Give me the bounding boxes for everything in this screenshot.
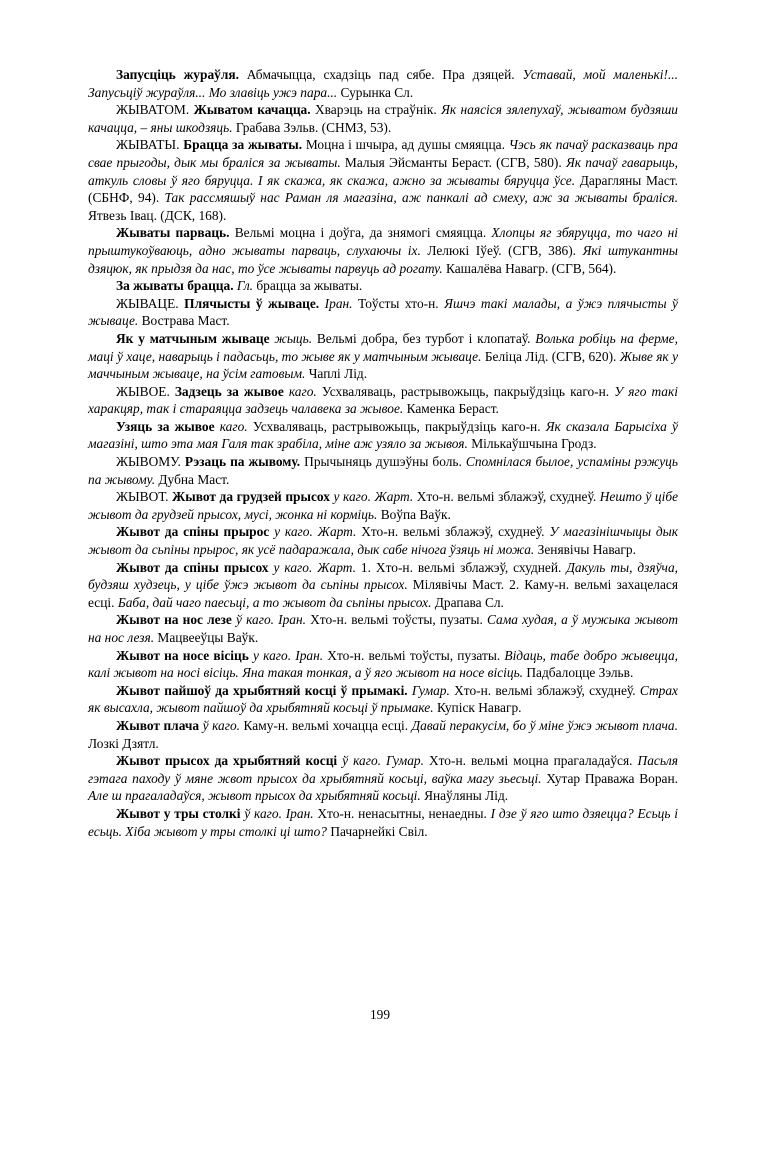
entry-headword: За жываты брацца. <box>116 278 234 294</box>
entry-example: у каго. Жарт. <box>268 559 356 575</box>
entry-example: ў каго. Іран. <box>240 805 314 821</box>
entry-definition: Каму-н. вельмі хочацца есці. <box>240 717 412 733</box>
entry-definition: Хто-н. ненасытны, ненаедны. <box>313 805 491 821</box>
entry-definition: Усхваляваць, растрывожыць, пакрыўдзіць каго-н. <box>247 418 546 434</box>
entry-example: У магазінішчыцы дык жывот да сьпіны прырос, як усё падаражала, дык сабе нічога ўзяць ні можа. <box>88 524 679 558</box>
dictionary-entry <box>88 101 678 136</box>
entry-definition: Моцна і шчыра, ад душы смяяцца. <box>302 137 509 153</box>
entry-definition: ЖЫВАТОМ. <box>116 102 194 118</box>
entry-definition: Дубна Маст. <box>155 471 230 487</box>
entry-definition: Каменка Бераст. <box>403 401 499 417</box>
entry-definition: Вельмі моцна і доўга, да знямогі смяяцца. <box>229 225 492 241</box>
entry-example: Яшчэ такі малады, а ўжэ плячысты ў жываце. <box>88 295 678 329</box>
dictionary-entry <box>88 752 678 805</box>
entry-definition: 1. Хто-н. вельмі зблажэў, схудней. <box>355 559 567 575</box>
entry-definition: Усхваляваць, растрывожыць, пакрыўдзіць каго-н. <box>316 383 615 399</box>
entry-definition: Хутар Праважа Воран. <box>541 770 678 786</box>
dictionary-entry <box>88 66 678 101</box>
entry-headword: Плячысты ў жываце. <box>184 295 320 311</box>
entry-definition: Зенявічы Навагр. <box>534 542 636 558</box>
entry-headword: Брацца за жываты. <box>183 137 303 153</box>
entry-example: жыць. <box>269 330 313 346</box>
entry-example: Чэсь як пачаў расказваць пра свае прыгоды, дык мы браліся за жываты. <box>88 137 678 170</box>
entry-definition: Янаўляны Лід. <box>420 788 509 804</box>
entry-definition: Грабава Зэльв. (СНМЗ, 53). <box>232 119 392 135</box>
dictionary-entry <box>88 453 678 488</box>
entry-definition: Дарагляны Маст. (СБНФ, 94). <box>88 172 679 206</box>
entry-definition: Пачарнейкі Свіл. <box>327 823 428 839</box>
entry-definition: Мацвееўцы Ваўк. <box>154 630 259 645</box>
dictionary-entry <box>88 805 678 840</box>
entry-headword: Жываты парваць. <box>116 225 230 241</box>
entry-example: ў каго. Іран. <box>231 612 306 628</box>
entry-example: Баба, дай чаго паесьці, а то жывот да сьпіны прысох. <box>117 594 432 610</box>
entry-definition: Вельмі добра, без турбот і клопатаў. <box>312 330 536 346</box>
entry-example: Як наясіся зялепухаў, жыватом будзяши качацца, – яны шкодзяць. <box>88 102 679 135</box>
entry-example: Гл. <box>233 278 254 294</box>
dictionary-entry <box>88 488 678 523</box>
entry-example: У яго такі харакцяр, так і стараяцца задзець чалавека за жывое. <box>88 383 678 417</box>
entry-example: ў каго. <box>199 717 241 733</box>
entry-example: Сама худая, а ў мужыка жывот на нос лезя. <box>88 612 678 645</box>
entry-example: Нешто ў цібе жывот да грудзей прысох, мусі, жонка ні корміць. <box>88 489 679 522</box>
entry-example: каго. <box>214 418 248 434</box>
entry-definition: Хто-н. вельмі тоўсты, пузаты. <box>305 612 487 628</box>
entry-definition: Падбалоцце Зэльв. <box>523 665 634 681</box>
entry-example: Але ш прагаладаўся, жывот прысох да хрыбятняй косьці. <box>88 788 421 804</box>
entry-definition: Сурынка Сл. <box>337 84 414 100</box>
entry-example: Дакуль ты, дзяўча, будзяш худзець, у цібе ўжэ жывот да сьпіны прысох. <box>88 559 678 593</box>
entry-headword: Узяць за жывое <box>116 418 215 434</box>
entry-headword: Жывот да грудзей прысох <box>172 489 330 505</box>
dictionary-entry <box>88 682 678 717</box>
page-number: 199 <box>369 1007 391 1022</box>
entry-definition: ЖЫВОЕ. <box>116 383 175 399</box>
entry-definition: брацца за жываты. <box>253 278 363 294</box>
entry-headword: Жывот на носе вісіць <box>116 647 249 663</box>
entry-definition: Воўпа Ваўк. <box>377 506 451 522</box>
entry-definition: Хварэць на страўнік. <box>310 102 442 118</box>
entry-headword: Жывот плача <box>116 717 200 733</box>
entry-headword: Запусціць жураўля. <box>116 67 239 82</box>
dictionary-entry <box>88 330 678 383</box>
entry-example: у каго. Іран. <box>248 647 324 663</box>
entry-definition: ЖЫВОТ. <box>116 489 173 505</box>
entry-example: у каго. Жарт. <box>329 489 414 505</box>
entry-definition: Абмачыцца, схадзіць пад сябе. Пра дзяцей. <box>238 67 523 82</box>
entry-definition: Хто-н. вельмі моцна прагаладаўся. <box>423 753 638 769</box>
entry-headword: Жыватом качацца. <box>193 102 311 118</box>
entry-definition: Лелюкі Іўеў. (СГВ, 386). <box>420 242 583 258</box>
entry-definition: Хто-н. вельмі зблажэў, схуднеў. <box>413 489 600 505</box>
entry-example: Іран. <box>319 295 353 311</box>
entry-definition: Хто-н. вельмі зблажэў, схуднеў. <box>449 682 640 698</box>
entry-headword: Жывот да спіны прырос <box>116 524 270 540</box>
entry-example: каго. <box>283 383 317 399</box>
entry-definition: Ятвезь Івац. (ДСК, 168). <box>88 207 227 223</box>
dictionary-entry <box>88 295 678 330</box>
entry-definition: Прычыняць душэўны боль. <box>300 454 466 470</box>
entry-example: Відаць, табе добро жывецца, калі жывот на носі вісіць. Яна такая тонкая, а ў яго жывот на носе вісіць. <box>88 647 678 681</box>
entry-headword: Жывот пайшоў да хрыбятняй косці ў прымакі. <box>116 682 408 698</box>
entry-example: Давай перакусім, бо ў міне ўжэ жывот плача. <box>411 717 678 733</box>
entry-example: Страх як высахла, жывот пайшоў да хрыбятняй косьці ў прымаке. <box>88 682 678 716</box>
entry-definition: ЖЫВАЦЕ. <box>116 295 185 311</box>
entry-headword: Як у матчыным жываце <box>116 330 270 346</box>
entry-definition: Хто-н. вельмі зблажэў, схуднеў. <box>356 524 550 540</box>
entry-definition: Вострава Маст. <box>138 313 230 329</box>
dictionary-entry <box>88 611 678 646</box>
entry-definition: Мілявічы Маст. 2. Каму-н. вельмі захацелася есці. <box>88 577 678 610</box>
dictionary-entry <box>88 418 678 453</box>
entry-example: Уставай, мой маленькі!... Запусьціў жураўля... Мо злавіць ужэ пара... <box>88 67 678 100</box>
entry-headword: Задзець за жывое <box>174 383 284 399</box>
entry-definition: Малыя Эйсманты Бераст. (СГВ, 580). <box>340 154 566 170</box>
entry-example: Хлопцы яг збяруцца, то чаго ні прыштукоўваюць, адно жываты парваць, слухаючы іх. <box>88 225 678 258</box>
entry-headword: Рэзаць па жывому. <box>184 454 301 470</box>
dictionary-entry <box>88 277 678 295</box>
entry-example: Волька робіць на ферме, маці ў хаце, наварыць і падасьць, то жыве як у матчыным жываце. <box>88 330 678 364</box>
entry-definition: Чаплі Лід. <box>305 366 368 382</box>
entry-example: Жыве як у маччыным жываце, на ўсім гатовым. <box>88 348 679 382</box>
entry-example: ў каго. Гумар. <box>337 753 424 769</box>
dictionary-entry <box>88 383 678 418</box>
entry-definition: Лозкі Дзятл. <box>88 735 159 751</box>
entry-example: Гумар. <box>407 682 450 698</box>
entry-headword: Жывот у тры столкі <box>116 805 241 821</box>
entry-definition: Беліца Лід. (СГВ, 620). <box>481 348 620 364</box>
entry-example: І дзе ў яго што дзяецца? Есьць і есьць. Хіба жывот у тры столкі ці што? <box>88 805 678 839</box>
dictionary-entries-list <box>88 66 678 840</box>
entry-definition: ЖЫВАТЫ. <box>116 137 184 153</box>
entry-example: Як сказала Барысіха ў магазіні, што эта мая Галя так зрабіла, міне аж узяло за жывоя. <box>88 418 678 452</box>
dictionary-entry <box>88 136 678 224</box>
entry-example: Пасьля гэтага паходу ў мяне жвот прысох да хрыбятняй косьці, ваўка магу зьесьці. <box>88 753 678 786</box>
entry-definition: Драпава Сл. <box>431 594 504 610</box>
entry-headword: Жывот прысох да хрыбятняй косці <box>116 753 338 769</box>
dictionary-entry <box>88 523 678 558</box>
dictionary-entry <box>88 717 678 752</box>
dictionary-entry <box>88 647 678 682</box>
entry-definition: Кашалёва Навагр. (СГВ, 564). <box>442 260 617 276</box>
entry-example: Так рассмяшыў нас Раман ля магазіна, аж панкалі ад смеху, аж за жываты браліся. <box>164 190 678 206</box>
dictionary-entry <box>88 559 678 612</box>
entry-example: у каго. Жарт. <box>269 524 357 540</box>
entry-headword: Жывот на нос лезе <box>116 612 232 628</box>
entry-example: Як пачаў гаварыць, аткуль словы ў яго бяруцца. І як скажа, як скажа, ажно за жываты бяруцца ўсе. <box>88 154 678 188</box>
entry-example: Спомнілася былое, успаміны рэжуць па жывому. <box>88 454 678 487</box>
entry-definition: Купіск Навагр. <box>433 700 522 716</box>
dictionary-entry <box>88 224 678 277</box>
entry-example: Які штукантны дзяцюк, як прыдзя да нас, то ўсе жываты парвуць ад рогату. <box>88 242 679 276</box>
entry-headword: Жывот да спіны прысох <box>116 559 269 575</box>
entry-definition: Мількаўшчына Гродз. <box>467 436 597 452</box>
entry-definition: Тоўсты хто-н. <box>352 295 445 311</box>
entry-definition: ЖЫВОМУ. <box>116 454 185 470</box>
entry-definition: Хто-н. вельмі тоўсты, пузаты. <box>323 647 505 663</box>
